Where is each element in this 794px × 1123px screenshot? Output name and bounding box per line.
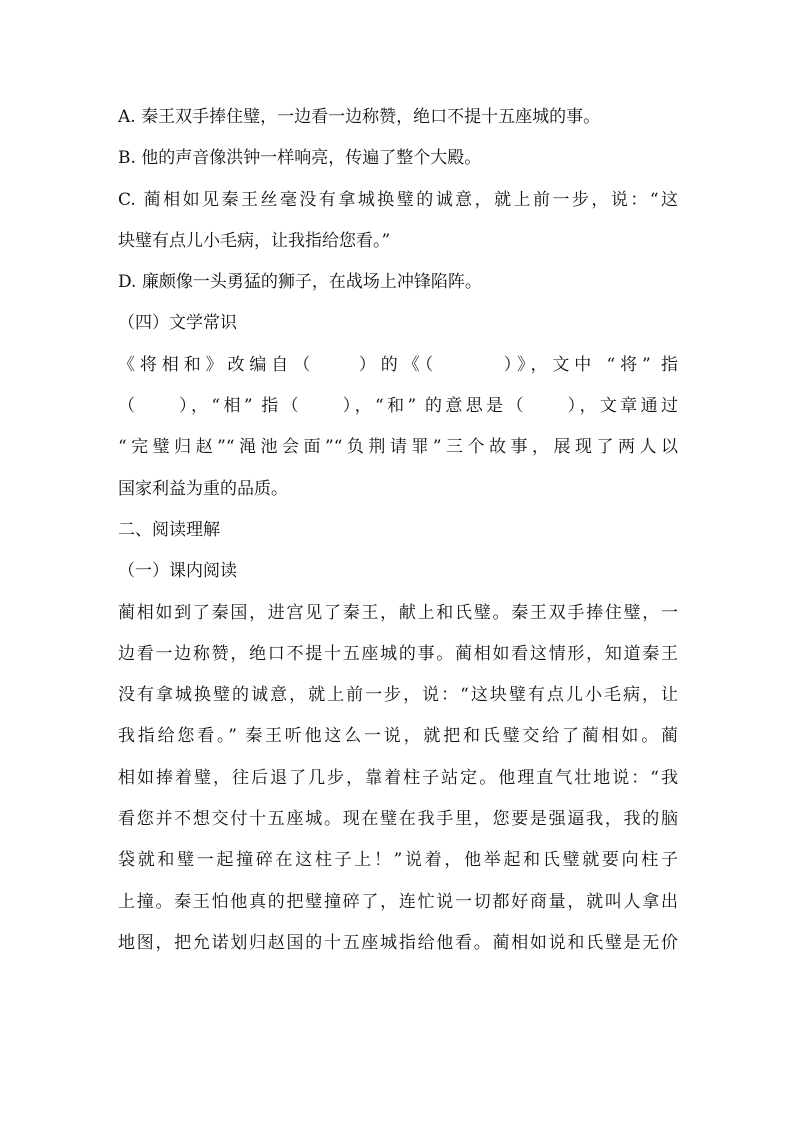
- option-c-line-2: 块璧有点儿小毛病，让我指给您看。”: [118, 230, 391, 251]
- literature-line-2: （ ），“相” 指（ ），“和” 的意思是（ ），文章通过: [118, 396, 678, 417]
- reading-heading: 二、阅读理解: [118, 519, 220, 540]
- passage-line-9: 地图，把允诺划归赵国的十五座城指给他看。蔺相如说和氏璧是无价: [118, 932, 678, 953]
- passage-line-3: 没有拿城换璧的诚意，就上前一步，说：“这块璧有点儿小毛病，让: [118, 685, 678, 706]
- passage-line-6: 看您并不想交付十五座城。现在璧在我手里，您要是强逼我，我的脑: [118, 809, 678, 830]
- literature-line-1: 《将相和》改编自（ ）的《（ ）》，文中 “将” 指: [118, 354, 678, 375]
- passage-line-7: 袋就和璧一起撞碎在这柱子上！”说着，他举起和氏璧就要向柱子: [118, 850, 678, 871]
- option-b: B. 他的声音像洪钟一样响亮，传遍了整个大殿。: [118, 148, 482, 169]
- option-c-line-1: C. 蔺相如见秦王丝毫没有拿城换璧的诚意，就上前一步，说：“这: [118, 189, 678, 210]
- passage-line-2: 边看一边称赞，绝口不提十五座城的事。蔺相如看这情形，知道秦王: [118, 643, 678, 664]
- passage-line-5: 相如捧着璧，往后退了几步，靠着柱子站定。他理直气壮地说：“我: [118, 767, 678, 788]
- document-body: [118, 97, 678, 964]
- literature-line-3: “完璧归赵”“渑池会面”“负荆请罪”三个故事，展现了两人以: [118, 437, 678, 458]
- reading-subheading: （一）课内阅读: [118, 561, 237, 582]
- passage-line-8: 上撞。秦王怕他真的把璧撞碎了，连忙说一切都好商量，就叫人拿出: [118, 891, 678, 912]
- literature-line-4: 国家利益为重的品质。: [118, 478, 288, 499]
- passage-line-4: 我指给您看。” 秦王听他这么一说，就把和氏璧交给了蔺相如。蔺: [118, 726, 678, 747]
- option-d: D. 廉颇像一头勇猛的狮子，在战场上冲锋陷阵。: [118, 272, 482, 293]
- literature-heading: （四）文学常识: [118, 313, 237, 334]
- option-a: A. 秦王双手捧住璧，一边看一边称赞，绝口不提十五座城的事。: [118, 107, 601, 127]
- passage-line-1: 蔺相如到了秦国，进宫见了秦王，献上和氏璧。秦王双手捧住璧，一: [118, 602, 678, 623]
